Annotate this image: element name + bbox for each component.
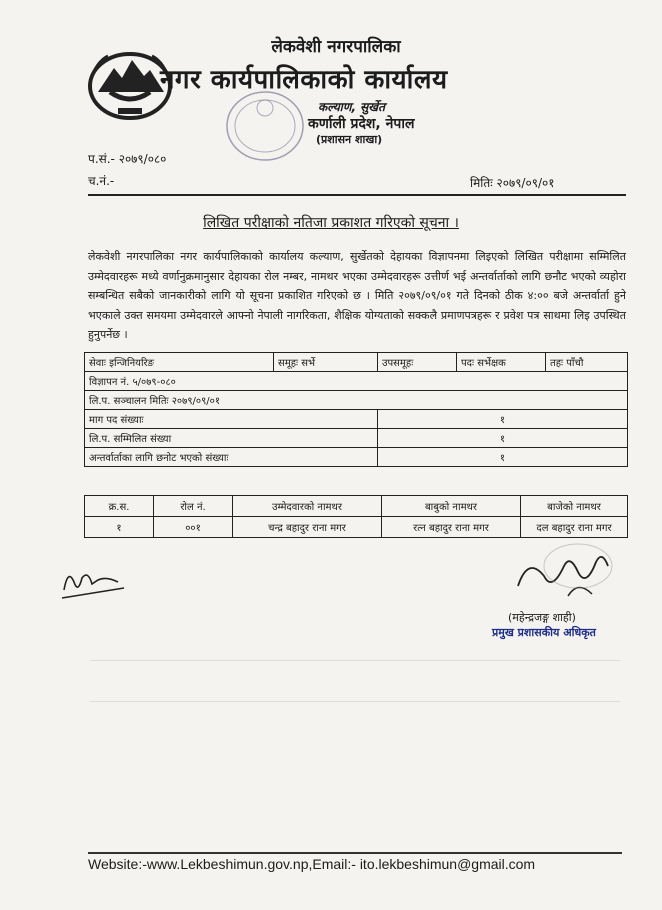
group-cell: समूहः सर्भे	[274, 353, 378, 372]
column-header: रोल नं.	[154, 496, 233, 517]
notice-title: लिखित परीक्षाको नतिजा प्रकाशत गरिएको सूचना ।	[203, 215, 459, 231]
officer-signature-icon	[508, 536, 618, 610]
column-header: क्र.स.	[85, 496, 154, 517]
handwritten-signature-icon	[58, 560, 128, 604]
reference-number: प.सं.- २०७९/०८०	[88, 152, 167, 166]
roll-number-cell: ००१	[154, 517, 233, 538]
issue-date: मितिः २०७९/०९/०१	[470, 176, 555, 190]
table-row	[85, 517, 628, 538]
subgroup-cell: उपसमूहः	[378, 353, 457, 372]
row-value: १	[378, 448, 628, 467]
footer-contact: Website:-www.Lekbeshimun.gov.np,Email:- ito.lekbeshimun@gmail.com	[88, 856, 536, 872]
address-line-2: कर्णाली प्रदेश, नेपाल	[308, 116, 415, 132]
header-divider	[88, 194, 626, 196]
father-name-cell: रत्न बहादुर राना मगर	[382, 517, 521, 538]
row-value: १	[378, 410, 628, 429]
column-header: उम्मेदवारको नामथर	[233, 496, 382, 517]
footer-divider	[88, 852, 622, 854]
table-row	[85, 410, 628, 429]
advertisement-cell: विज्ञापन नं. ५/०७९-०८०	[85, 372, 628, 391]
exam-date-cell: लि.प. सञ्चालन मितिः २०७९/०९/०१	[85, 391, 628, 410]
table-row	[85, 448, 628, 467]
table-row	[85, 391, 628, 410]
result-table	[84, 495, 628, 538]
level-cell: तहः पाँचौ	[546, 353, 628, 372]
serial-cell: १	[85, 517, 154, 538]
table-header-row	[85, 496, 628, 517]
row-label: अन्तर्वार्ताका लागि छनोट भएको संख्याः	[85, 448, 378, 467]
post-cell: पदः सर्भेक्षक	[457, 353, 546, 372]
section-name: (प्रशासन शाखा)	[316, 133, 383, 146]
officer-name: (महेन्द्रजङ्ग शाही)	[508, 611, 576, 624]
dispatch-number: च.नं.-	[88, 174, 115, 188]
row-value: १	[378, 429, 628, 448]
vacancy-info-table	[84, 352, 628, 467]
show-through-lines	[90, 660, 620, 702]
table-row	[85, 353, 628, 372]
notice-body: लेकवेशी नगरपालिका नगर कार्यपालिकाको कार्यालय कल्याण, सुर्खेतको देहायका विज्ञापनमा लिइएको लिखित परीक्षामा सम्मिलित उम्मेदवारहरू मध्ये वर्णानुक्रमानुसार देहायका रोल नम्बर, नामथर भएका उम्मेदवारहरू उत्तीर्ण भई अन्तर्वार्ताको लागि छनौट भएको व्यहोरा सम्बन्धित सबैको जानकारीको लागि यो सूचना प्रकाशित गरिएको छ । मिति २०७९/०९/०१ गते दिनको ठीक ४:०० बजे अन्तर्वार्ता हुने भएकाले उक्त समयमा उम्मेदवारले आफ्नो नेपाली नागरिकता, शैक्षिक योग्यताको सक्कलै प्रमाणपत्रहरू र प्रवेश पत्र साथमा लिइ उपस्थित हुनुपर्नेछ ।	[88, 250, 626, 342]
office-name: नगर कार्यपालिकाको कार्यालय	[160, 65, 448, 95]
grandfather-name-cell: दल बहादुर राना मगर	[521, 517, 628, 538]
row-label: माग पद संख्याः	[85, 410, 378, 429]
municipality-name: लेकवेशी नगरपालिका	[271, 37, 401, 57]
service-cell: सेवाः इन्जिनियरिङ	[85, 353, 274, 372]
table-row	[85, 429, 628, 448]
column-header: बाबुको नामथर	[382, 496, 521, 517]
officer-title: प्रमुख प्रशासकीय अधिकृत	[492, 626, 596, 639]
row-label: लि.प. सम्मिलित संख्या	[85, 429, 378, 448]
candidate-name-cell: चन्द्र बहादुर राना मगर	[233, 517, 382, 538]
office-stamp-icon	[222, 86, 308, 166]
column-header: बाजेको नामथर	[521, 496, 628, 517]
address-line-1: कल्याण, सुर्खेत	[318, 100, 385, 114]
table-row	[85, 372, 628, 391]
